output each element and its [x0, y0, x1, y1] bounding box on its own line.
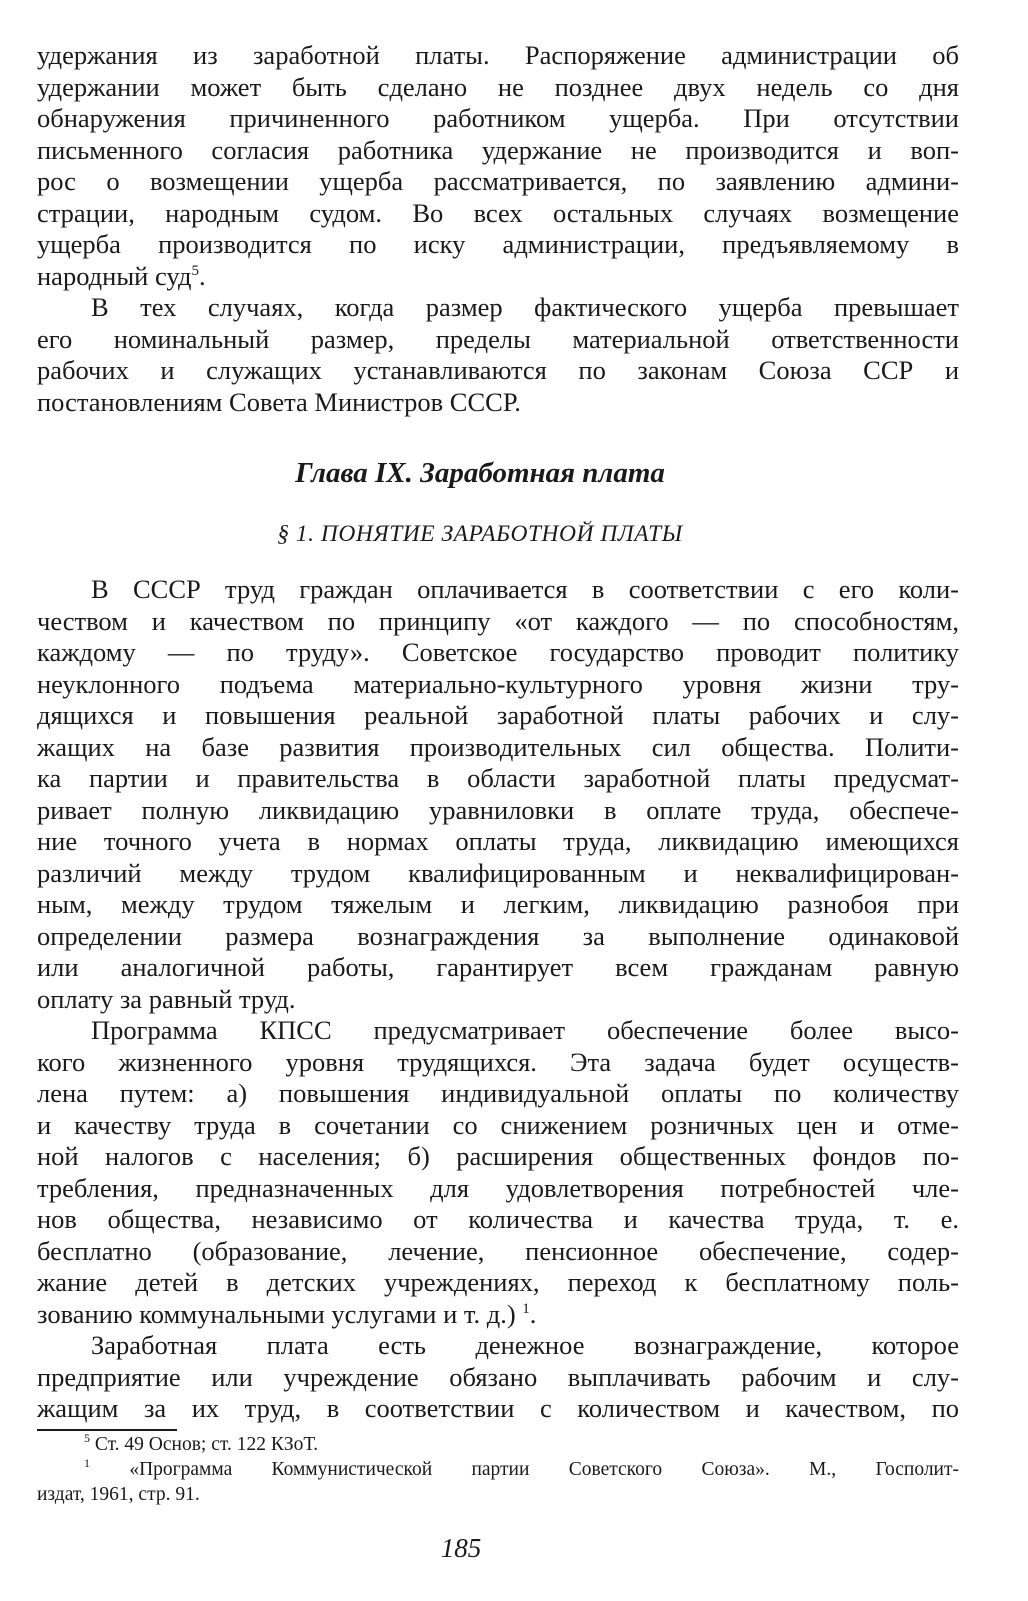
text-line: удержании может быть сделано не позднее двух недель со дня — [37, 71, 959, 102]
text-line — [37, 1299, 959, 1331]
text-line: каждому — по труду». Советское государство проводит политику — [37, 637, 959, 667]
footnote-mark: 1 — [84, 1457, 90, 1470]
text-line: удержания из заработной платы. Распоряжение администрации об — [37, 40, 959, 70]
text-line: ка партии и правительства в области заработной платы предусмат- — [37, 763, 959, 793]
intro-paragraph-2 — [37, 292, 959, 418]
text-line: ние точного учета в нормах оплаты труда, ликвидацию имеющихся — [37, 826, 959, 856]
page-number: 185 — [440, 1533, 482, 1563]
footnote-text: Ст. 49 Основ; ст. 122 КЗоТ. — [94, 1434, 319, 1455]
footnote-reference: 1 — [522, 1300, 530, 1317]
text-fragment: зованию коммунальными услугами и т. д.) — [37, 1298, 516, 1329]
text-fragment: народный суд — [37, 260, 192, 291]
footnote-text: «Программа Коммунистической партии Советского Союза». М., Госполит- — [129, 1459, 959, 1480]
section-title: § 1. ПОНЯТИЕ ЗАРАБОТНОЙ ПЛАТЫ — [277, 521, 683, 547]
text-line: Программа КПСС предусматривает обеспечение более высо- — [91, 1015, 959, 1045]
footnote-reference: 5 — [191, 262, 199, 279]
text-line: различий между трудом квалифицированным и неквалифицирован- — [37, 857, 959, 888]
text-line: жащим за их труд, в соответствии с количеством и качеством, по — [37, 1393, 959, 1423]
text-line: обнаружения причиненного работником ущерба. При отсутствии — [37, 103, 959, 133]
text-line — [37, 261, 959, 293]
text-line: нов общества, независимо от количества и качества труда, т. е. — [37, 1204, 959, 1234]
text-line: рос о возмещении ущерба рассматривается, по заявлению админи- — [37, 166, 959, 196]
footnote-mark: 5 — [84, 1432, 90, 1445]
text-line: ущерба производится по иску администрации, предъявляемому в — [37, 229, 959, 259]
body-text — [37, 574, 959, 1425]
text-line: чеством и качеством по принципу «от каждого — по способностям, — [37, 605, 959, 636]
text-line: В СССР труд граждан оплачивается в соответствии с его коли- — [91, 574, 959, 604]
text-line: ной налогов с населения; б) расширения общественных фондов по- — [37, 1141, 959, 1171]
footnotes — [37, 1432, 959, 1507]
footnote-5 — [37, 1432, 959, 1457]
text-line: определении размера вознаграждения за выполнение одинаковой — [37, 920, 959, 951]
text-line: жание детей в детских учреждениях, переход к бесплатному поль- — [37, 1267, 959, 1297]
text-line: бесплатно (образование, лечение, пенсионное обеспечение, содер- — [37, 1235, 959, 1266]
text-line: дящихся и повышения реальной заработной платы рабочих и слу- — [37, 700, 959, 730]
text-line: кого жизненного уровня трудящихся. Эта задача будет осуществ- — [37, 1046, 959, 1077]
text-line: требления, предназначенных для удовлетворения потребностей чле- — [37, 1172, 959, 1203]
text-line: постановлениям Совета Министров СССР. — [37, 386, 521, 417]
text-line: его номинальный размер, пределы материальной ответственности — [37, 323, 959, 354]
text-line: письменного согласия работника удержание не производится и воп- — [37, 134, 959, 165]
text-line: предприятие или учреждение обязано выплачивать рабочим и слу- — [37, 1361, 959, 1392]
text-line: неуклонного подъема материально-культурного уровня жизни тру- — [37, 668, 959, 699]
intro-paragraph-1 — [37, 40, 959, 292]
text-line: и качеству труда в сочетании со снижением розничных цен и отме- — [37, 1109, 959, 1140]
footnote-divider — [37, 1429, 177, 1431]
text-line: жащих на базе развития производительных сил общества. Полити- — [37, 731, 959, 762]
text-line: оплату за равный труд. — [37, 983, 296, 1014]
body-paragraph-3 — [37, 1330, 959, 1425]
text-line: Заработная плата есть денежное вознаграждение, которое — [91, 1330, 959, 1360]
chapter-title: Глава IX. Заработная плата — [295, 457, 665, 489]
footnote-1-continuation: издат, 1961, стр. 91. — [37, 1484, 200, 1505]
intro-text — [37, 40, 959, 418]
text-line: или аналогичной работы, гарантирует всем гражданам равную — [37, 952, 959, 982]
text-line: ривает полную ликвидацию уравниловки в оплате труда, обеспече- — [37, 794, 959, 825]
text-line: страции, народным судом. Во всех остальных случаях возмещение — [37, 197, 959, 228]
text-line: В тех случаях, когда размер фактического ущерба превышает — [91, 292, 959, 322]
text-line: лена путем: а) повышения индивидуальной оплаты по количеству — [37, 1078, 959, 1108]
body-paragraph-1 — [37, 574, 959, 1015]
text-line: рабочих и служащих устанавливаются по законам Союза ССР и — [37, 355, 959, 385]
body-paragraph-2 — [37, 1015, 959, 1330]
text-fragment: . — [529, 1298, 537, 1329]
footnote-1 — [37, 1457, 959, 1482]
text-fragment: . — [198, 260, 206, 291]
text-line: ным, между трудом тяжелым и легким, ликвидацию разнобоя при — [37, 889, 959, 919]
